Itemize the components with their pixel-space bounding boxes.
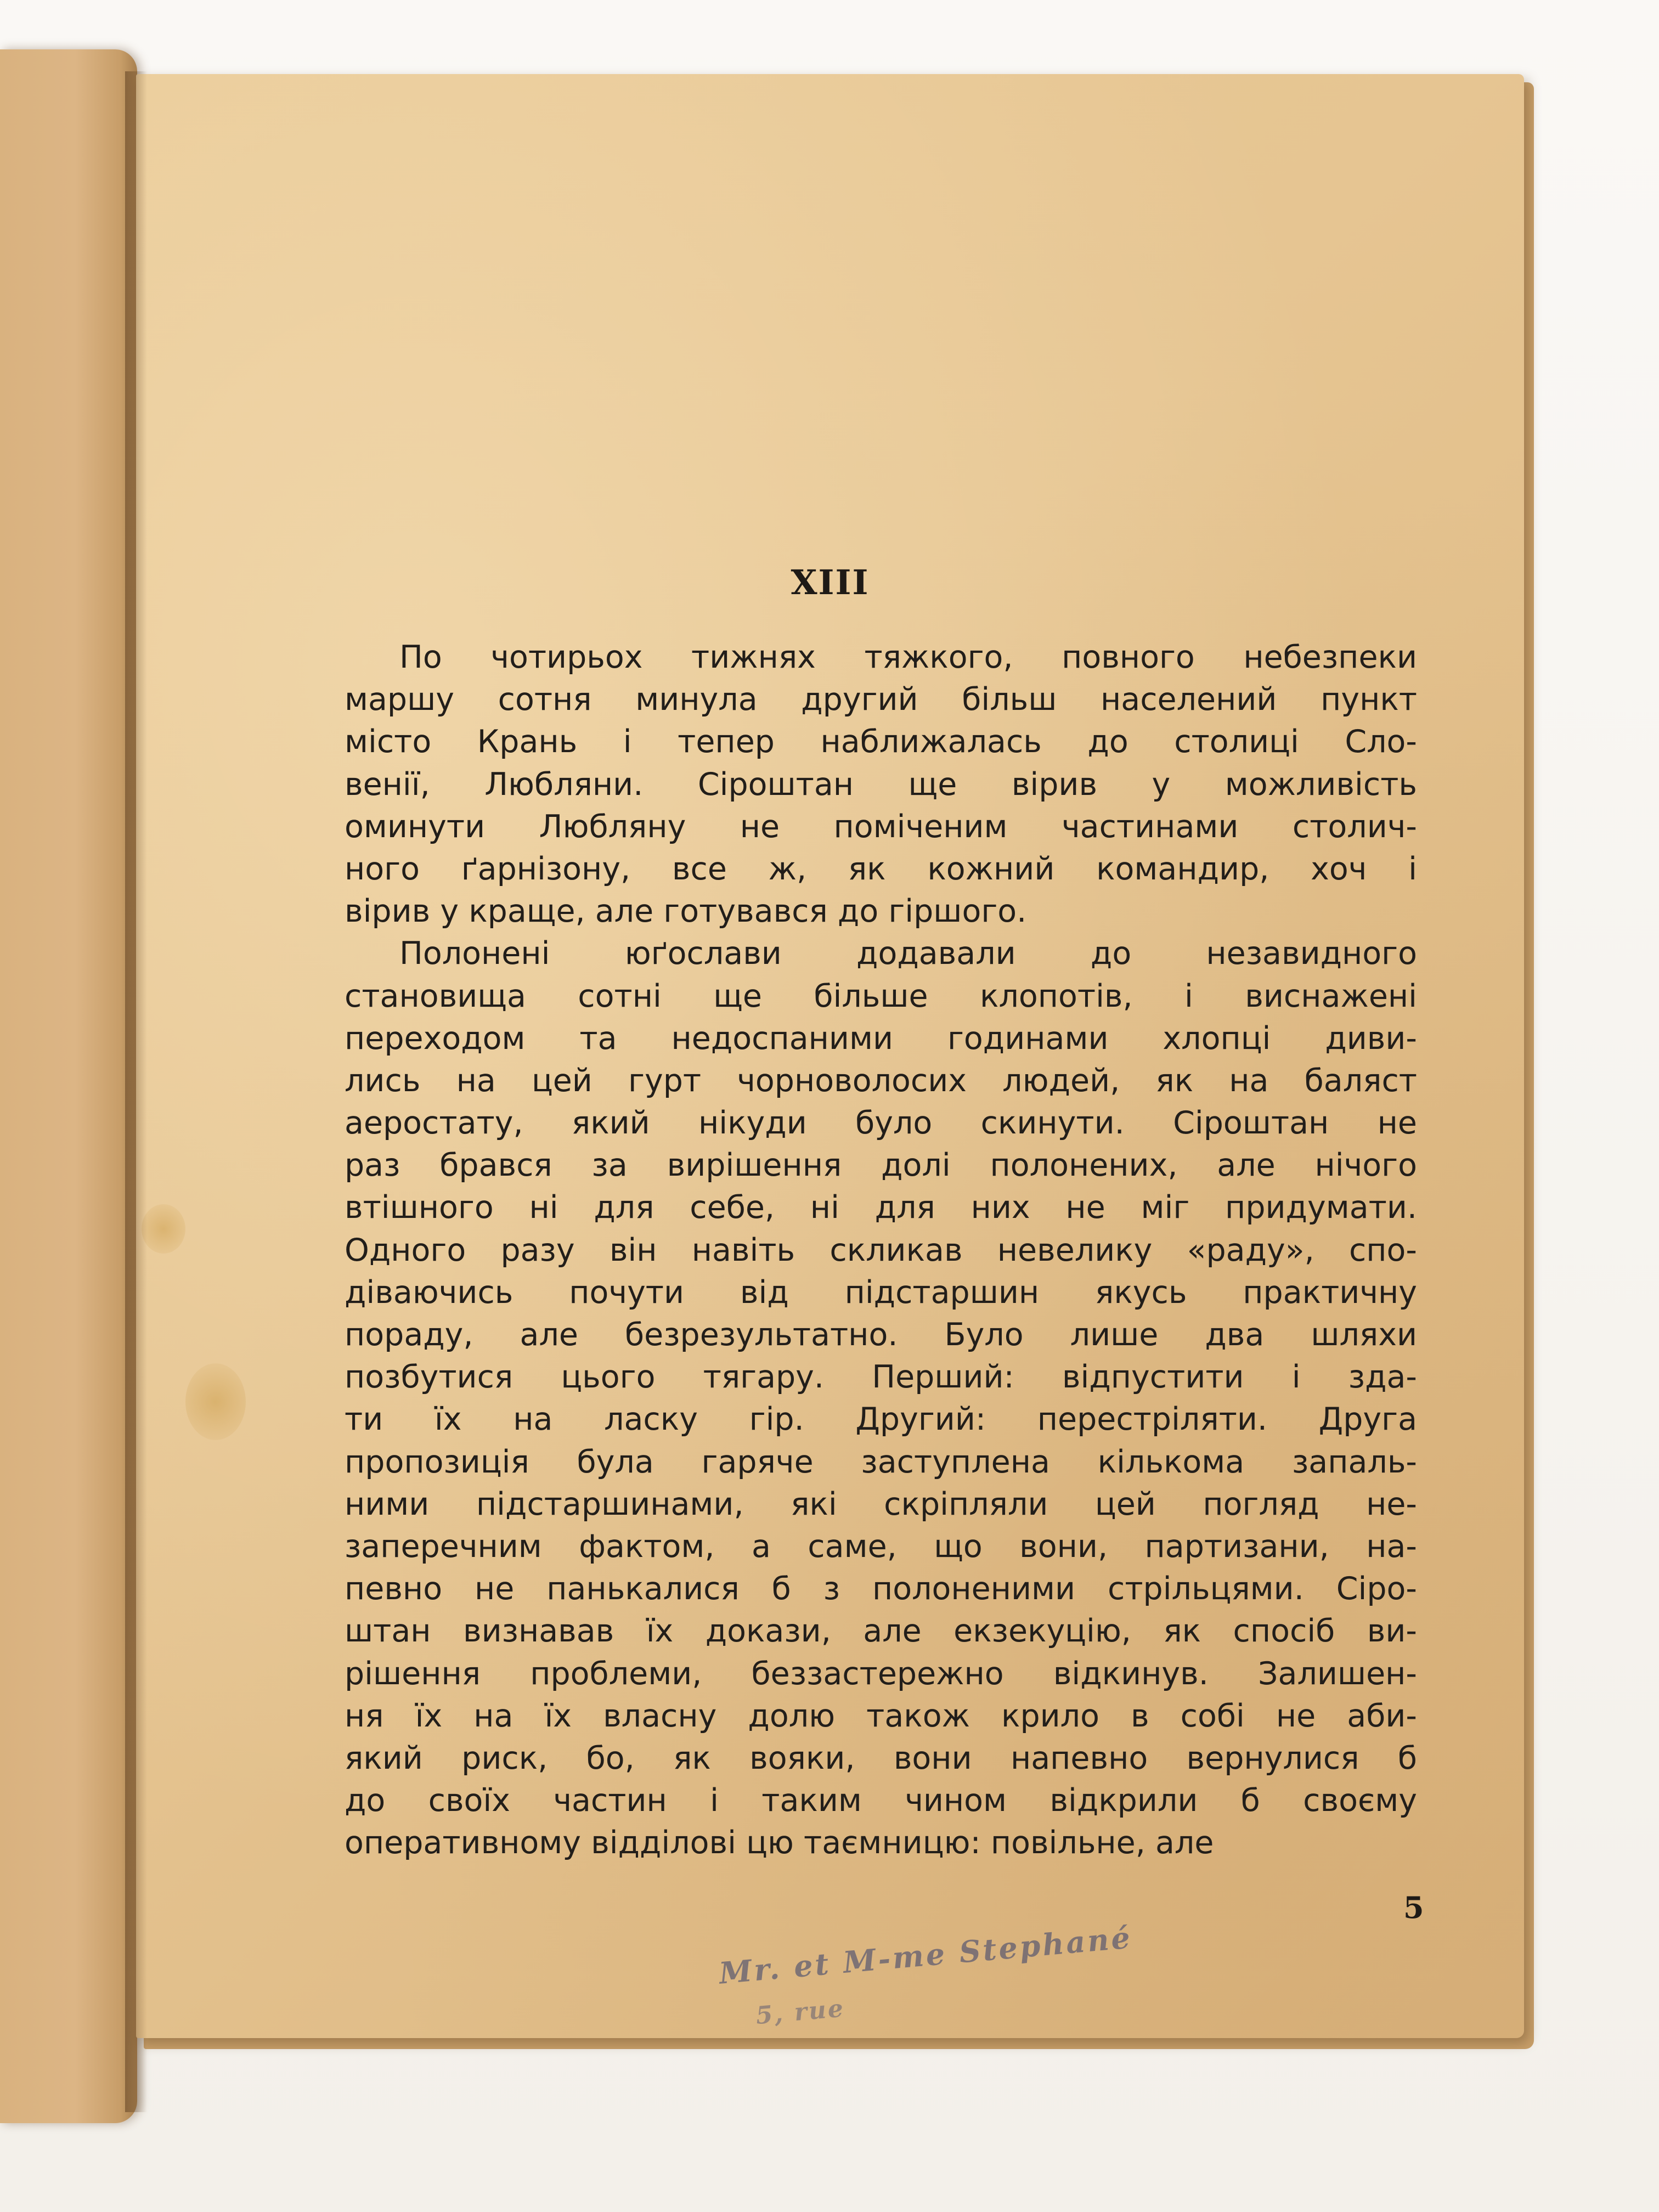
text-line: певно не панькалися б з полоненими стрільцями. Сіро- [345,1571,1417,1607]
text-line: втішного ні для себе, ні для них не міг придумати. [345,1189,1417,1226]
text-line: позбутися цього тягару. Перший: відпустити і зда- [345,1359,1417,1396]
age-stain [185,1363,246,1440]
text-line: аеростату, який нікуди було скинути. Сірoштан не [345,1105,1417,1142]
text-line: венії, Любляни. Сірoштан ще вірив у можливість [345,766,1417,803]
text-line: маршу сотня минула другий більш населений пункт [345,681,1417,718]
stamp-line-2: 5, rue [754,1994,846,2030]
text-line: Полонені юґослави додавали до незавидного [399,935,1417,972]
text-line: оминути Любляну не поміченим частинами столич- [345,808,1417,845]
paragraph [345,636,1417,933]
text-line: оперативному відділові цю таємницю: повільне, але [345,1825,1214,1861]
text-line: раз брався за вирішення долі полонених, але нічого [345,1147,1417,1184]
text-line: який риск, бо, як вояки, вони напевно вернулися б [345,1740,1417,1776]
text-line: до своїх частин і таким чином відкрили б своєму [345,1782,1417,1819]
text-line: лись на цей гурт чорноволосих людей, як на баляст [345,1062,1417,1099]
text-line: заперечним фактом, а саме, що вони, партизани, на- [345,1528,1417,1565]
page-number: 5 [1403,1890,1424,1925]
text-line: ними підстаршинами, які скріпляли цей погляд не- [345,1486,1417,1522]
text-line: переходом та недоспаними годинами хлопці диви- [345,1020,1417,1057]
body-text [345,636,1417,1864]
text-line: рішення проблеми, беззастережно відкинув. Залишен- [345,1655,1417,1692]
age-stain [142,1204,185,1254]
book-page [136,74,1524,2038]
text-line: По чотирьох тижнях тяжкого, повного небезпеки [399,639,1417,675]
text-line: становища сотні ще більше клопотів, і виснажені [345,978,1417,1014]
spine-shadow [125,71,147,2112]
chapter-title: XIII [791,562,870,602]
text-line: пораду, але безрезультатно. Було лише два шляхи [345,1317,1417,1353]
text-line: Одного разу він навіть скликав невелику «раду», спо- [345,1232,1417,1268]
facing-page-edge [0,49,137,2123]
text-line: місто Крань і тепер наближалась до столиці Сло- [345,724,1417,760]
paragraph [345,933,1417,1864]
text-line: вірив у краще, але готувався до гіршого. [345,893,1027,930]
text-line: ти їх на ласку гір. Другий: перестріляти. Друга [345,1401,1417,1438]
text-line: ного ґарнізону, все ж, як кожний командир, хоч і [345,850,1417,887]
text-line: діваючись почути від підстаршин якусь практичну [345,1274,1417,1311]
text-line: штан визнавав їх докази, але екзекуцію, як спосіб ви- [345,1613,1417,1650]
text-line: ня їх на їх власну долю також крило в собі не аби- [345,1697,1417,1734]
stamp-line-1: Mr. et M-me Stephané [718,1920,1134,1991]
text-line: пропозиція була гаряче заступлена кількома запаль- [345,1443,1417,1480]
